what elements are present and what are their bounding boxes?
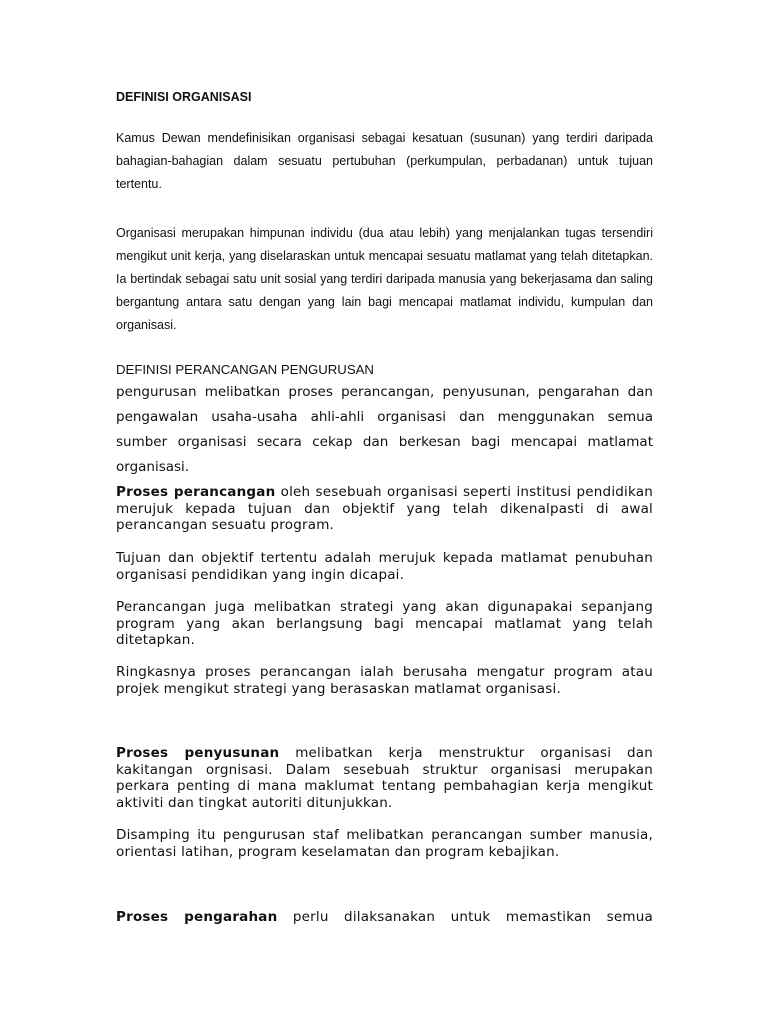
paragraph-proses-perancangan	[116, 484, 653, 534]
paragraph-proses-pengarahan	[116, 909, 653, 926]
paragraph-disamping: Disamping itu pengurusan staf melibatkan perancangan sumber manusia, orientasi latihan, program keselamatan dan program kebajikan.	[116, 827, 653, 860]
paragraph-kamus-dewan: Kamus Dewan mendefinisikan organisasi sebagai kesatuan (susunan) yang terdiri daripada bahagian-bahagian dalam sesuatu pertubuhan (perkumpulan, perbadanan) untuk tujuan tertentu.	[116, 131, 653, 191]
paragraph-text: melibatkan kerja menstruktur organisasi dan kakitangan orgnisasi. Dalam sesebuah struktur organisasi merupakan perkara penting di mana maklumat tentang pembahagian kerja mengikut aktiviti dan tingkat autoriti ditunjukkan.	[116, 745, 653, 811]
bold-term: Proses penyusunan	[116, 745, 280, 761]
paragraph-strategi: Perancangan juga melibatkan strategi yang akan digunapakai sepanjang program yang akan berlangsung bagi mencapai matlamat yang telah ditetapkan.	[116, 599, 653, 648]
paragraph-pengurusan: pengurusan melibatkan proses perancangan, penyusunan, pengarahan dan pengawalan usaha-usaha ahli-ahli organisasi dan menggunakan semua sumber organisasi secara cekap dan berkesan bagi mencapai matlamat organisasi.	[116, 384, 653, 475]
bold-term: Proses pengarahan	[116, 909, 278, 925]
paragraph-ringkasnya: Ringkasnya proses perancangan ialah berusaha mengatur program atau projek mengikut strategi yang berasaskan matlamat organisasi.	[116, 664, 653, 697]
paragraph-organisasi: Organisasi merupakan himpunan individu (dua atau lebih) yang menjalankan tugas tersendiri mengikut unit kerja, yang diselaraskan untuk mencapai sesuatu matlamat yang telah ditetapkan. Ia bertindak sebagai satu unit sosial yang terdiri daripada manusia yang bekerjasama dan saling bergantung antara satu dengan yang lain bagi mencapai matlamat individu, kumpulan dan organisasi.	[116, 226, 653, 332]
paragraph-proses-penyusunan	[116, 745, 653, 811]
paragraph-text: perlu dilaksanakan untuk memastikan semua	[277, 909, 653, 925]
paragraph-tujuan-objektif: Tujuan dan objektif tertentu adalah merujuk kepada matlamat penubuhan organisasi pendidikan yang ingin dicapai.	[116, 550, 653, 583]
bold-term: Proses perancangan	[116, 484, 276, 500]
section-heading-perancangan: DEFINISI PERANCANGAN PENGURUSAN	[116, 362, 374, 377]
paragraph-text: oleh sesebuah organisasi seperti institusi pendidikan merujuk kepada tujuan dan objektif yang telah dikenalpasti di awal perancangan sesuatu program.	[116, 484, 653, 533]
doc-title: DEFINISI ORGANISASI	[116, 90, 252, 104]
